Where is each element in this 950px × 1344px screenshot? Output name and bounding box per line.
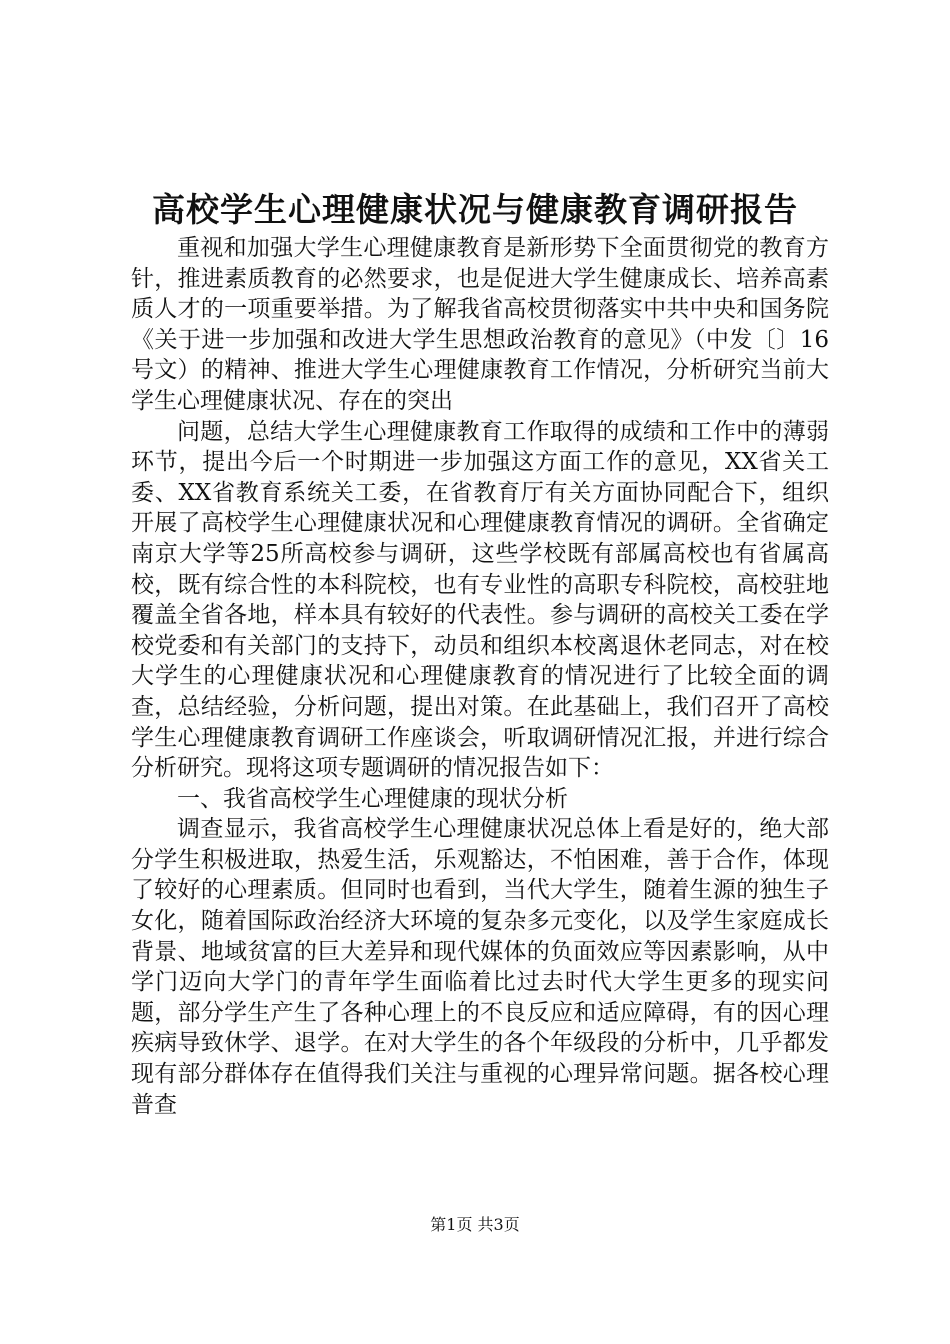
paragraph-intro: 重视和加强大学生心理健康教育是新形势下全面贯彻党的教育方针，推进素质教育的必然要求，也是促进大学生健康成长、培养高素质人才的一项重要举措。为了解我省高校贯彻落实中共中央和国务院《关于进一步加强和改进大学生思想政治教育的意见》（中发〔〕16号文）的精神、推进大学生心理健康教育工作情况，分析研究当前大学生心理健康状况、存在的突出 (131, 235, 829, 414)
document-body (131, 233, 829, 1120)
paragraph-survey-findings: 调查显示，我省高校学生心理健康状况总体上看是好的，绝大部分学生积极进取，热爱生活，乐观豁达，不怕困难，善于合作，体现了较好的心理素质。但同时也看到，当代大学生，随着生源的独生子女化，随着国际政治经济大环境的复杂多元变化，以及学生家庭成长背景、地域贫富的巨大差异和现代媒体的负面效应等因素影响，从中学门迈向大学门的青年学生面临着比过去时代大学生更多的现实问题，部分学生产生了各种心理上的不良反应和适应障碍，有的因心理疾病导致休学、退学。在对大学生的各个年级段的分析中，几乎都发现有部分群体存在值得我们关注与重视的心理异常问题。据各校心理普查 (131, 816, 829, 1118)
page-footer: 第1页 共3页 (430, 1215, 520, 1234)
document-title: 高校学生心理健康状况与健康教育调研报告 (152, 190, 798, 229)
paragraph-background: 问题，总结大学生心理健康教育工作取得的成绩和工作中的薄弱环节，提出今后一个时期进一步加强这方面工作的意见，XX省关工委、XX省教育系统关工委，在省教育厅有关方面协同配合下，组织开展了高校学生心理健康状况和心理健康教育情况的调研。全省确定南京大学等25所高校参与调研，这些学校既有部属高校也有省属高校，既有综合性的本科院校，也有专业性的高职专科院校，高校驻地覆盖全省各地，样本具有较好的代表性。参与调研的高校关工委在学校党委和有关部门的支持下，动员和组织本校离退休老同志，对在校大学生的心理健康状况和心理健康教育的情况进行了比较全面的调查，总结经验，分析问题，提出对策。在此基础上，我们召开了高校学生心理健康教育调研工作座谈会，听取调研情况汇报，并进行综合分析研究。现将这项专题调研的情况报告如下： (131, 418, 829, 782)
section-heading: 一、我省高校学生心理健康的现状分析 (177, 785, 568, 812)
